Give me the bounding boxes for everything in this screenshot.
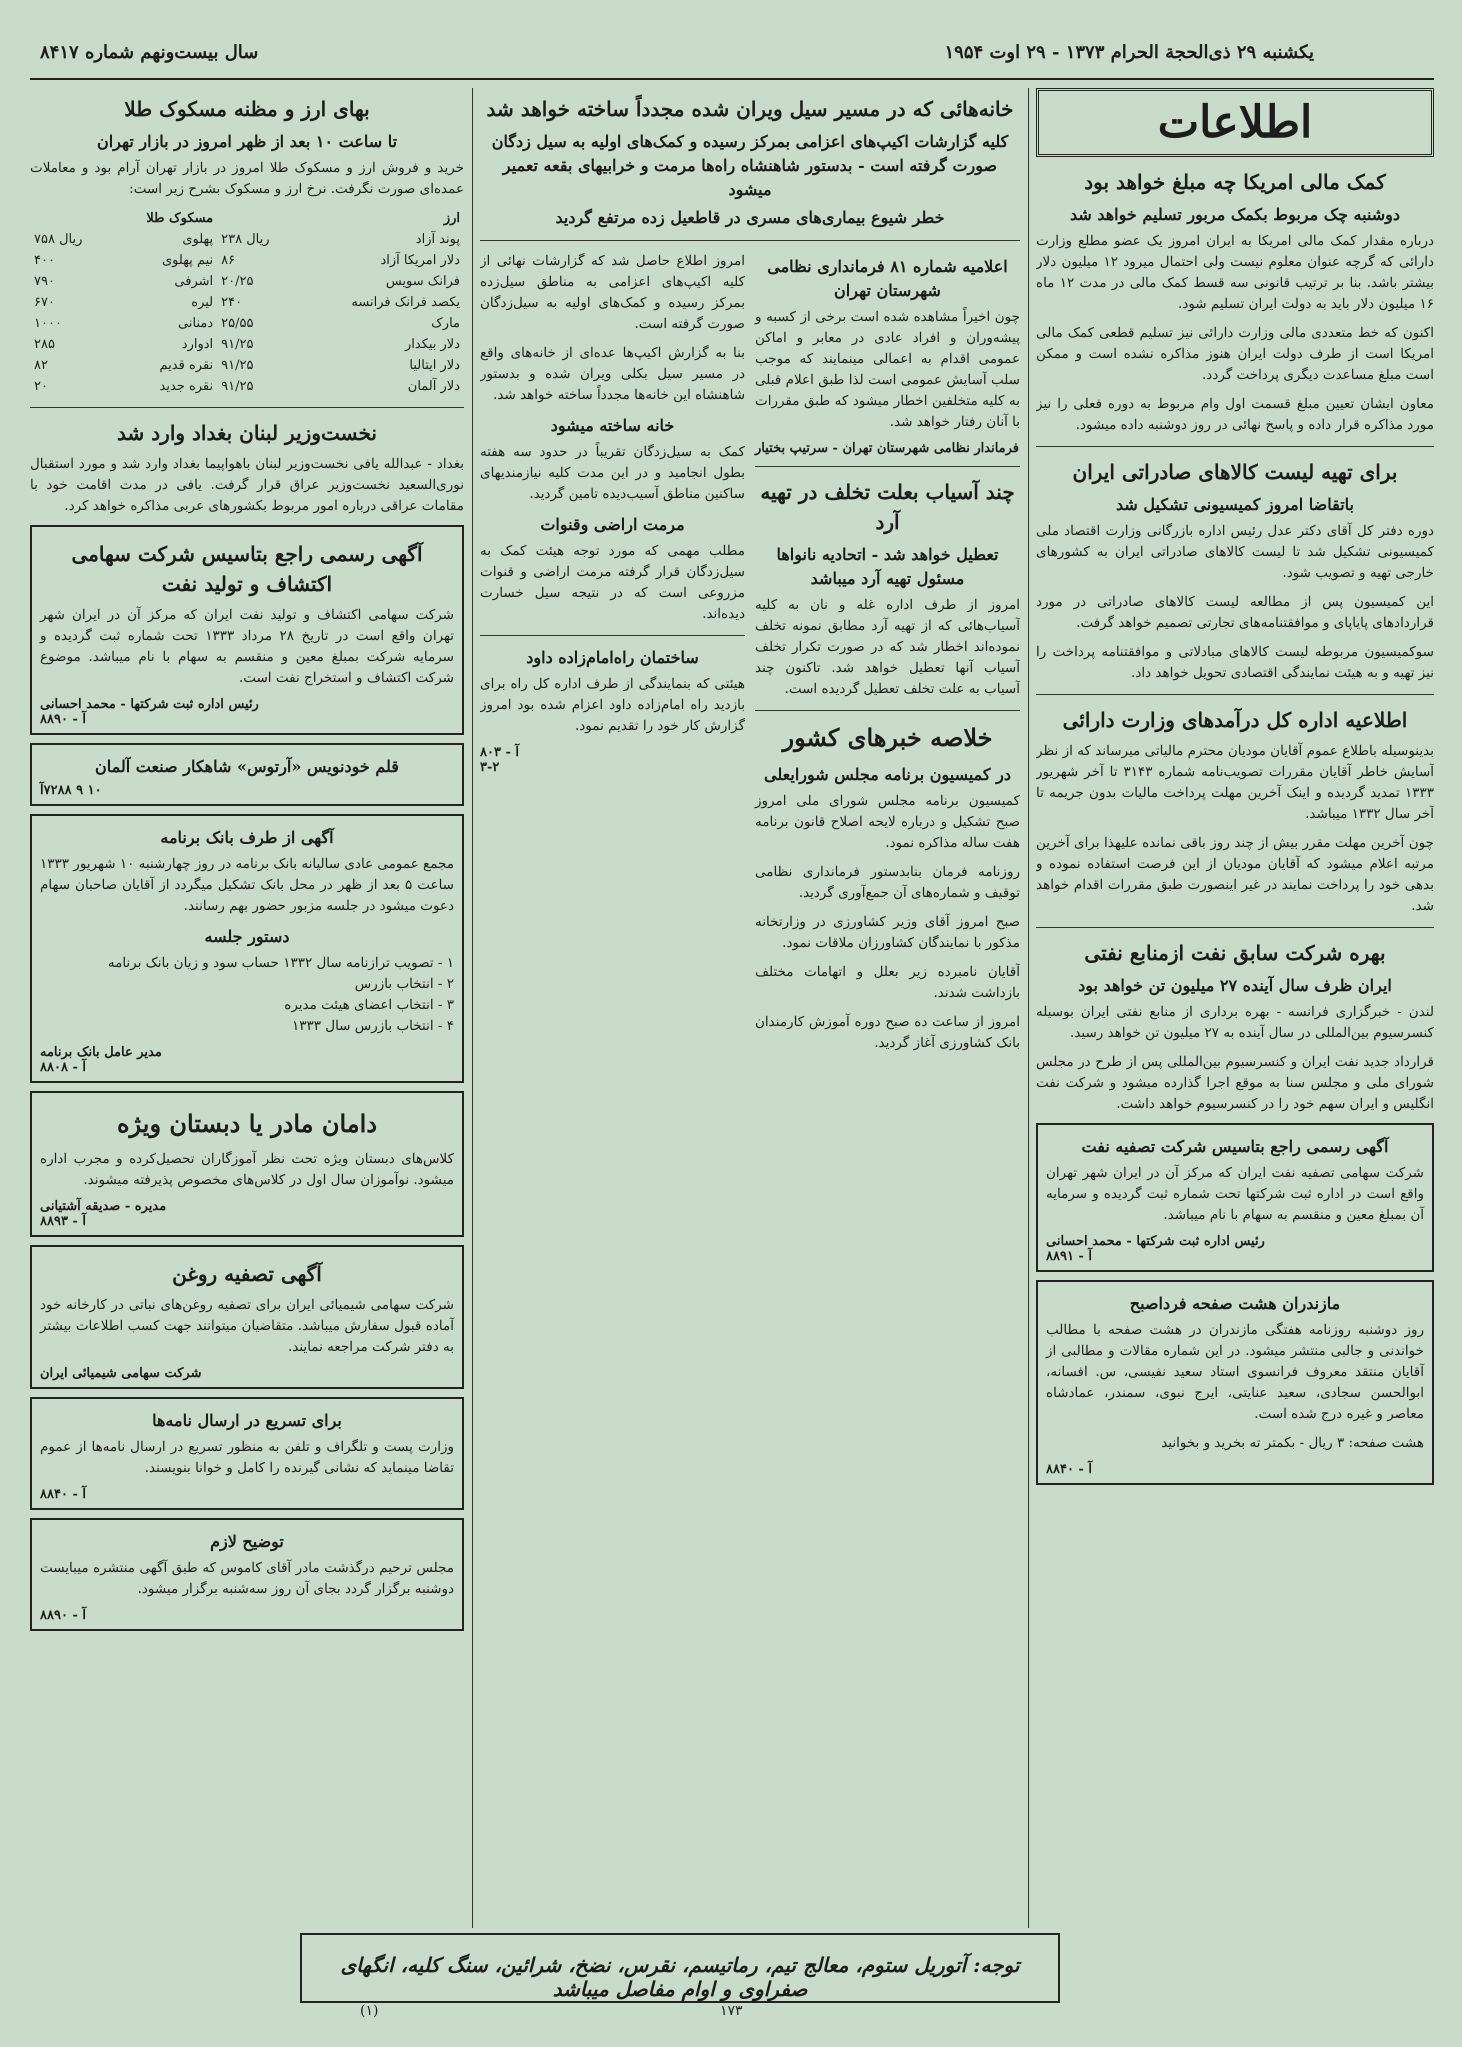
pen-ad-prices: ۱۰ ۹ ۷۲۸۸آ: [40, 783, 102, 798]
mail-notice-code: آ - ۸۸۴۰: [40, 1487, 86, 1502]
mail-notice: [30, 1397, 464, 1510]
rate-value: ۲۵/۵۵: [221, 316, 254, 331]
rate-value: ۹۱/۲۵: [221, 337, 254, 352]
bank-ad-text: مجمع عمومی عادی سالیانه بانک برنامه در روز چهارشنبه ۱۰ شهریور ۱۳۳۳ ساعت ۵ بعد از ظهر در محل بانک تشکیل میگردد از آقایان صاحبان سهام دعوت میشود در جلسه مزبور حضور بهم رسانند.: [40, 856, 454, 914]
coin-value: ۶۷۰: [34, 295, 55, 310]
clarification-text: مجلس ترحیم درگذشت مادر آقای کاموس که طبق آگهی منتشره میبایست دوشنبه برگزار گردد بجای آن روز سه‌شنبه برگزار میشود.: [40, 1560, 454, 1597]
exploration-ad-text: شرکت سهامی اکتشاف و تولید نفت ایران که مرکز آن در ایران شهر تهران واقع است در تاریخ ۲۸ مرداد ۱۳۳۳ تحت شماره ثبت گردیده و سرمایه شرکت بمبلغ معین و منقسم به سهام با نام میباشد. موضوع شرکت اکتشاف و استخراج نفت است.: [40, 607, 454, 686]
coin-name: لیره: [191, 295, 214, 310]
oil-refining-ad-signature: شرکت سهامی شیمیائی ایران: [40, 1366, 202, 1381]
coin-value: ۷۹۰: [34, 274, 55, 289]
coin-name: اشرفی: [174, 274, 214, 289]
mazandaran-ad-title: مازندران هشت صفحه فرداصبح: [1129, 1294, 1341, 1313]
issue-date: یکشنبه ۲۹ ذی‌الحجة الحرام ۱۳۷۳ - ۲۹ اوت ۱۹۵۴: [944, 42, 1314, 63]
coin-name: پهلوی: [182, 232, 214, 247]
rate-row: [30, 292, 464, 313]
lebanon-pm-text: بغداد - عبدالله یافی نخست‌وزیر لبنان باهواپیما بغداد وارد شد و مورد استقبال نوری‌السعید نخست‌وزیر عراق قرار گرفت. یافی در مدت اقامت خود با مقامات عراقی درباره امور مربوط بکشورهای عربی مذاکره خواهد کرد.: [30, 456, 464, 514]
coin-name: نقره جدید: [159, 379, 214, 394]
school-ad-signature: مدیره - صدیقه آشتیانی: [40, 1199, 167, 1214]
refinery-ad-title: آگهی رسمی راجع بتاسیس شرکت تصفیه نفت: [1081, 1137, 1389, 1156]
mail-notice-title: برای تسریع در ارسال نامه‌ها: [152, 1411, 342, 1430]
column-right: [1036, 88, 1434, 1928]
coin-name: نقره قدیم: [159, 358, 214, 373]
flood-section-heading: خانه ساخته میشود: [550, 416, 675, 435]
mazandaran-ad-code: آ - ۸۸۴۰: [1046, 1462, 1092, 1477]
summary-item: کمیسیون برنامه مجلس شورای ملی امروز صبح تشکیل و درباره لایحه اصلاح قانون برنامه هفت ساله مذاکره نمود.: [755, 793, 1020, 851]
mail-notice-text: وزارت پست و تلگراف و تلفن به منظور تسریع در ارسال نامه‌ها از عموم تقاضا مینماید که نشانی گیرنده را کامل و خوانا بنویسند.: [40, 1439, 454, 1476]
coin-name: دمنانی: [178, 316, 214, 331]
rate-name: دلار آلمان: [407, 379, 460, 394]
rate-name: پوند آزاد: [415, 232, 460, 247]
bank-agenda-title: دستور جلسه: [204, 927, 290, 946]
rate-name: دلار ایتالیا: [409, 358, 460, 373]
page-number-center: ۱۷۳: [720, 2003, 743, 2019]
rates-header-currency: ارز: [443, 211, 460, 226]
lebanon-pm-headline: نخست‌وزیر لبنان بغداد وارد شد: [117, 421, 377, 445]
rates-header-row: [30, 208, 464, 229]
mazandaran-ad: [1036, 1280, 1434, 1485]
flood-headline: خانه‌هائی که در مسیر سیل ویران شده مجدداً ساخته خواهد شد: [486, 97, 1014, 121]
exploration-ad-signature: رئیس اداره ثبت شرکتها - محمد احسانی: [40, 697, 259, 712]
export-list-paragraph: دوره دفتر کل آقای دکتر عدل رئیس اداره بازرگانی وزارت اقتصاد ملی کمیسیونی تشکیل شد تا لیست کالاهای صادراتی ایران به کشورهای خارجی تهیه و تصویب شود.: [1036, 523, 1434, 581]
middle-right-subcolumn: [755, 251, 1020, 1062]
coin-value: ۱۰۰۰: [34, 316, 62, 331]
rate-value: ۲۰/۲۵: [221, 274, 254, 289]
clarification-code: آ - ۸۸۹۰: [40, 1608, 86, 1623]
coin-name: نیم پهلوی: [162, 253, 214, 268]
bank-ad-code: آ - ۸۸۰۸: [40, 1060, 86, 1075]
summary-subheadline: در کمیسیون برنامه مجلس شورایعلی: [764, 765, 1011, 784]
rate-value: ۹۱/۲۵: [221, 379, 254, 394]
oil-refining-ad-title: آگهی تصفیه روغن: [172, 1262, 322, 1286]
flood-text: مطلب مهمی که مورد توجه هیئت کمک به سیل‌زدگان قرار گرفته مرمت اراضی و قنوات مزروعی است که در نتیجه سیل خسارت دیده‌اند.: [480, 543, 745, 622]
bank-ad-title: آگهی از طرف بانک برنامه: [160, 828, 334, 847]
coin-value: ۲۰: [34, 379, 48, 394]
flood-section-heading-2: مرمت اراضی وقنوات: [540, 515, 685, 534]
middle-split: [480, 251, 1020, 1062]
rate-name: دلار امریکا آزاد: [380, 253, 460, 268]
column-left: [30, 88, 464, 1928]
military-notice-signature: فرماندار نظامی شهرستان تهران - سرتیپ بختیار: [755, 441, 1020, 456]
school-ad: [30, 1091, 464, 1237]
column-middle: [480, 88, 1020, 1928]
summary-item: روزنامه فرمان بنابدستور فرمانداری نظامی توقیف و شماره‌های آن جمع‌آوری گردید.: [755, 864, 1020, 901]
summary-headline: خلاصه خبرهای کشور: [782, 723, 993, 752]
military-notice-text: چون اخیراً مشاهده شده است برخی از کسبه و پیشه‌وران و افراد عادی در معابر و اماکن عمومی اقدام به اعمالی مینمایند که موجب سلب آسایش عمومی است لذا طبق اعلام قبلی به کلیه متخلفین اخطار میشود که طبق مقررات با آنان رفتار خواهد شد.: [755, 309, 1020, 430]
tax-notice-headline: اطلاعیه اداره کل درآمدهای وزارت دارائی: [1062, 708, 1408, 732]
bank-agenda-item: ۴ - انتخاب بازرس سال ۱۳۳۳: [291, 1018, 454, 1034]
flood-text: امروز اطلاع حاصل شد که گزارشات نهائی از کلیه اکیپ‌های اعزامی به مناطق سیل‌زده بمرکز رسیده و کمک‌های اولیه به سیل‌زدگان صورت گرفته است.: [480, 253, 745, 332]
rate-value: ۸۶: [221, 253, 236, 268]
mazandaran-ad-text: روز دوشنبه روزنامه هفتگی مازندران در هشت صفحه با مطالب خواندنی و جالبی منتشر میشود. در این شماره مقالات و مطالبی از آقایان منتقد معروف فرانسوی استاد سعید نفیسی، س. افسانه، ابوالحسن سجادی، سعید عنایتی، ایرج نبوی، سمندر، عمادشاه معاصر و غیره درج شده است.: [1046, 1322, 1424, 1422]
export-list-paragraph: این کمیسیون پس از مطالعه لیست کالاهای صادراتی در مورد قراردادهای پایاپای و موافقتنامه‌های تجارتی تصمیم خواهد گرفت.: [1036, 594, 1434, 631]
footer-banner-ad: توجه: آتوریل ستوم، معالج تیم، رماتیسم، نقرس، نضخ، شرائین، سنگ کلیه، انگهای صفراوی و اوام مفاصل میباشد: [300, 1933, 1060, 2003]
rate-value: ۲۳۸ ریال: [221, 232, 270, 247]
rate-name: فرانک سویس: [385, 274, 460, 289]
tax-notice-paragraph: بدینوسیله باطلاع عموم آقایان مودیان محترم مالیاتی میرساند که از نظر آسایش خاطر آقایان مقررات تصویب‌نامه شماره ۳۱۴۳ تا آخر شهریور ۱۳۳۳ تمدید گردیده و اینک آخرین مهلت پرداخت مالیات بدون جریمه تا آخر سال ۱۳۳۲ میباشد.: [1036, 743, 1434, 822]
gold-subheadline: تا ساعت ۱۰ بعد از ظهر امروز در بازار تهران: [96, 132, 398, 151]
exploration-ad-code: آ - ۸۸۹۰: [40, 712, 86, 727]
flood-text: بنا به گزارش اکیپ‌ها عده‌ای از خانه‌های واقع در مسیر سیل بکلی ویران شده و بدستور شاهنشاه این خانه‌ها مجدداً ساخته خواهد شد.: [480, 345, 745, 403]
oil-paragraph: لندن - خبرگزاری فرانسه - بهره برداری از منابع نفتی ایران بوسیله کنسرسیوم بین‌المللی در سال آینده به ۲۷ میلیون تن خواهد رسید.: [1036, 1004, 1434, 1041]
summary-item: آقایان نامبرده زیر بعلل و اتهامات مختلف بازداشت شدند.: [755, 964, 1020, 1001]
oil-subheadline: ایران ظرف سال آینده ۲۷ میلیون تن خواهد بود: [1078, 976, 1392, 995]
middle-left-subcolumn: [480, 251, 745, 1062]
rate-name: مارک: [431, 316, 460, 331]
ad-code: آ - ۸۰۳: [480, 745, 520, 760]
ad-code: ۳-۲: [480, 760, 500, 775]
clarification-title: توضیح لازم: [210, 1532, 284, 1551]
column-divider: [1028, 88, 1029, 1928]
school-ad-title: دامان مادر یا دبستان ویژه: [116, 1109, 378, 1138]
issue-number: سال بیست‌ونهم شماره ۸۴۱۷: [40, 42, 259, 63]
aid-subheadline: دوشنبه چک مربوط بکمک مربور تسلیم خواهد شد: [1069, 205, 1401, 224]
export-list-subheadline: باتقاضا امروز کمیسیونی تشکیل شد: [1116, 495, 1354, 514]
exploration-ad: [30, 525, 464, 735]
refinery-ad-text: شرکت سهامی تصفیه نفت ایران که مرکز آن در ایران شهر تهران واقع است در اداره ثبت شرکتها تحت شماره ثبت گردیده و سرمایه آن بمبلغ معین و منقسم به سهام با نام میباشد.: [1046, 1165, 1424, 1223]
page-header: [30, 28, 1434, 80]
tax-notice-paragraph: چون آخرین مهلت مقرر بیش از چند روز باقی نمانده علیهذا برای آخرین مرتبه اعلام میشود که آقایان مودیان از این فرصت استفاده نموده و بدهی خود را پرداخت نمایند در غیر اینصورت طبق مقررات اقدام خواهد شد.: [1036, 835, 1434, 914]
clarification-notice: [30, 1518, 464, 1631]
bank-ad: [30, 814, 464, 1083]
coin-value: ۷۵۸ ریال: [34, 232, 83, 247]
school-ad-code: آ - ۸۸۹۳: [40, 1214, 86, 1229]
refinery-ad: [1036, 1123, 1434, 1272]
flood-text: کمک به سیل‌زدگان تقریباً در حدود سه هفته بطول انجامید و در این مدت کلیه نیازمندیهای ساکنین مناطق آسیب‌دیده تامین گردید.: [480, 444, 745, 502]
newspaper-page: [30, 28, 1434, 2023]
oil-paragraph: قرارداد جدید نفت ایران و کنسرسیوم بین‌المللی پس از طرح در مجلس شورای ملی و مجلس سنا به موقع اجرا گذارده میشود و شرکت نفت انگلیس و ایران سهم خود را در کنسرسیوم خواهد داشت.: [1036, 1054, 1434, 1112]
coin-value: ۲۸۵: [34, 337, 55, 352]
summary-item: صبح امروز آقای وزیر کشاورزی در وزارتخانه مذکور با نمایندگان کشاورزان ملاقات نمود.: [755, 914, 1020, 951]
mill-headline: چند آسیاب بعلت تخلف در تهیه آرد: [760, 480, 1015, 534]
export-list-paragraph: سوکمیسیون مربوطه لیست کالاهای مبادلاتی و موافقتنامه پرداخت را نیز تهیه و به هیئت نمایندگی اقتصادی تحویل خواهد داد.: [1036, 644, 1434, 681]
coin-name: ادوارد: [181, 337, 214, 352]
rates-table: [30, 208, 464, 397]
road-headline: ساختمان راه‌امام‌زاده داود: [526, 648, 699, 667]
rate-row: [30, 229, 464, 250]
gold-text: خرید و فروش ارز و مسکوک طلا امروز در بازار تهران آرام بود و معاملات عمده‌ای صورت نگرفت. نرخ ارز و مسکوک بشرح زیر است:: [30, 160, 464, 197]
rate-name: دلار بیکدار: [404, 337, 460, 352]
mill-text: امروز از طرف اداره غله و نان به کلیه آسیاب‌هائی که از تهیه آرد مطابق نمونه تخلف نموده‌اند اخطار شد که در صورت تکرار تخلف آسیاب آنها تعطیل خواهد شد. تاکنون چند آسیاب به علت تخلف تعطیل گردیده است.: [755, 597, 1020, 697]
rate-row: [30, 313, 464, 334]
rate-row: [30, 376, 464, 397]
rate-row: [30, 271, 464, 292]
road-text: هیئتی که بنمایندگی از طرف اداره کل راه برای بازدید راه امام‌زاده داود اعزام شده بود امروز گزارش کار خود را تقدیم نمود.: [480, 676, 745, 734]
mazandaran-ad-price: هشت صفحه: ۳ ریال - بکمتر ته بخرید و بخوانید: [1161, 1435, 1424, 1451]
rate-value: ۲۴۰: [221, 295, 243, 310]
aid-headline: کمک مالی امریکا چه مبلغ خواهد بود: [1084, 170, 1386, 194]
aid-paragraph: اکنون که خط متعددی مالی وزارت دارائی نیز تسلیم قطعی کمک مالی امریکا است از طرف دولت ایران هنوز مذاکره نشده است و ممکن است مبلغ مساعدت دیگری پرداخت گردد.: [1036, 325, 1434, 383]
school-ad-text: کلاس‌های دبستان ویژه تحت نظر آموزگاران تحصیل‌کرده و مجرب اداره میشود. نوآموزان سال اول در کلاس‌های مخصوص پذیرفته میشوند.: [40, 1151, 454, 1188]
aid-paragraph: درباره مقدار کمک مالی امریکا به ایران امروز یک عضو مطلع وزارت دارائی که گرچه عنوان معلوم نیست ولی احتمال میرود ۱۲ میلیون دلار بیشتر باشد. بنا بر ترتیب قانونی سه قسط کمک مالی در مدت ۱۲ ماه ۱۶ میلیون دلار باید به دولت ایران تسلیم شود.: [1036, 233, 1434, 312]
bank-agenda-item: ۳ - انتخاب اعضای هیئت مدیره: [284, 997, 454, 1013]
exploration-ad-title: آگهی رسمی راجع بتاسیس شرکت سهامی اکتشاف و تولید نفت: [71, 542, 423, 596]
pen-ad-title: قلم خودنویس «آرتوس» شاهکار صنعت آلمان: [95, 757, 399, 776]
aid-paragraph: معاون ایشان تعیین مبلغ قسمت اول وام مربوط به دوره فعلی را نیز مورد مذاکره قرار داده و پاسخ نهائی در روز دوشنبه داده میشود.: [1036, 396, 1434, 433]
summary-item: امروز از ساعت ده صبح دوره آموزش کارمندان بانک کشاورزی آغاز گردید.: [755, 1014, 1020, 1051]
rates-header-gold: مسکوک طلا: [146, 211, 214, 226]
export-list-headline: برای تهیه لیست کالاهای صادراتی ایران: [1072, 460, 1398, 484]
pen-ad: [30, 743, 464, 806]
page-number-left: (۱): [360, 2003, 379, 2019]
oil-refining-ad-text: شرکت سهامی شیمیائی ایران برای تصفیه روغن‌های نباتی در کارخانه خود آماده قبول سفارش میباشد. متقاضیان میتوانند جهت کسب اطلاعات بیشتر به دفتر شرکت مراجعه نمایند.: [40, 1297, 454, 1355]
coin-value: ۴۰۰: [34, 253, 55, 268]
bank-ad-signature: مدیر عامل بانک برنامه: [40, 1045, 162, 1060]
flood-subheadline-2: خطر شیوع بیماری‌های مسری در قاطعیل زده مرتفع گردید: [555, 208, 945, 227]
gold-headline: بهای ارز و مظنه مسکوک طلا: [124, 97, 370, 121]
rate-name: یکصد فرانک فرانسه: [351, 295, 460, 310]
masthead-logo: اطلاعات: [1036, 88, 1434, 157]
military-notice-headline: اعلامیه شماره ۸۱ فرمانداری نظامی شهرستان تهران: [767, 257, 1008, 300]
coin-value: ۸۲: [34, 358, 48, 373]
rate-value: ۹۱/۲۵: [221, 358, 254, 373]
column-divider: [472, 88, 473, 1928]
rate-row: [30, 250, 464, 271]
rate-row: [30, 334, 464, 355]
oil-refining-ad: [30, 1245, 464, 1389]
oil-headline: بهره شرکت سابق نفت ازمنابع نفتی: [1084, 941, 1386, 965]
flood-subheadline: کلیه گزارشات اکیپ‌های اعزامی بمرکز رسیده و کمک‌های اولیه به سیل زدگان صورت گرفته است - بدستور شاهنشاه راه‌ها مرمت و خرابیهای بقعه تعمیر میشود: [491, 132, 1009, 199]
refinery-ad-signature: رئیس اداره ثبت شرکتها - محمد احسانی: [1046, 1234, 1265, 1249]
refinery-ad-code: آ - ۸۸۹۱: [1046, 1249, 1092, 1264]
mill-subheadline: تعطیل خواهد شد - اتحادیه نانواها مسئول تهیه آرد میباشد: [776, 545, 999, 588]
bank-agenda-item: ۲ - انتخاب بازرس: [354, 976, 454, 992]
bank-agenda-item: ۱ - تصویب ترازنامه سال ۱۳۳۲ حساب سود و زیان بانک برنامه: [107, 955, 454, 971]
rate-row: [30, 355, 464, 376]
